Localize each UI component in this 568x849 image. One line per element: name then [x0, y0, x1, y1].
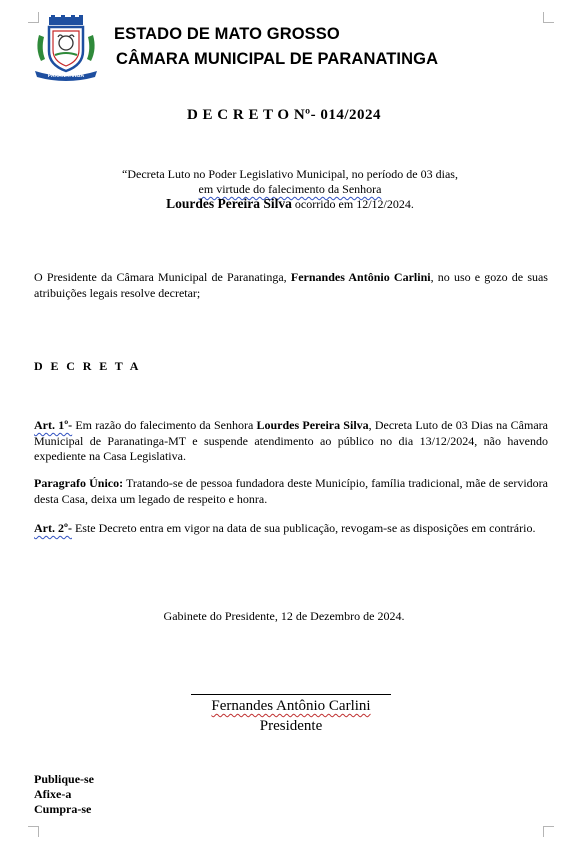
decree-title: D E C R E T O Nº- 014/2024 [186, 107, 382, 123]
crop-mark-bottom-left [28, 826, 39, 837]
signatory-name: Fernandes Antônio Carlini [211, 698, 371, 714]
publication-instruction-2: Afixe-a [34, 787, 72, 801]
seal-laurel-left [37, 35, 45, 61]
deceased-name: Lourdes Pereira Silva [166, 196, 292, 211]
crop-mark-top-right [543, 12, 554, 23]
decreta-heading: D E C R E T A [34, 359, 141, 373]
state-name-heading: ESTADO DE MATO GROSSO [114, 25, 340, 43]
crop-mark-bottom-right [543, 826, 554, 837]
signatory-role: Presidente [259, 718, 323, 734]
article-2: Art. 2º- Este Decreto entra em vigor na data de sua publicação, revogam-se as disposições em contrário. [34, 521, 536, 535]
sole-paragraph: Paragrafo Único: Tratando-se de pessoa fundadora deste Município, família tradicional, mãe de servidora desta Casa, deixa um legado de respeito e honra. [34, 476, 548, 506]
decree-summary-line-1: “Decreta Luto no Poder Legislativo Municipal, no período de 03 dias, [122, 167, 458, 181]
decree-summary-line-3: Lourdes Pereira Silva ocorrido em 12/12/2024. [166, 196, 414, 211]
preamble-paragraph: O Presidente da Câmara Municipal de Paranatinga, Fernandes Antônio Carlini, no uso e gozo de suas atribuições legais resolve decretar; [34, 270, 548, 300]
president-name: Fernandes Antônio Carlini [290, 270, 431, 284]
publication-instruction-3: Cumpra-se [34, 802, 92, 816]
article-1: Art. 1º- Em razão do falecimento da Senhora Lourdes Pereira Silva, Decreta Luto de 03 Dias na Câmara Municipal de Paranatinga-MT e suspende atendimento ao público no dia 13/12/2024, não havendo expediente na Casa Legislativa. [34, 418, 548, 463]
municipal-coat-of-arms [33, 15, 99, 81]
chamber-name-heading: CÂMARA MUNICIPAL DE PARANATINGA [116, 50, 439, 68]
decree-summary-line-2: em virtude do falecimento da Senhora [198, 182, 382, 196]
publication-instruction-1: Publique-se [34, 772, 95, 786]
signature-line [191, 694, 391, 695]
seal-laurel-right [87, 35, 95, 61]
issue-date-line: Gabinete do Presidente, 12 de Dezembro de 2024. [163, 609, 405, 623]
seal-ribbon-text: PARANATINGA [47, 73, 85, 79]
